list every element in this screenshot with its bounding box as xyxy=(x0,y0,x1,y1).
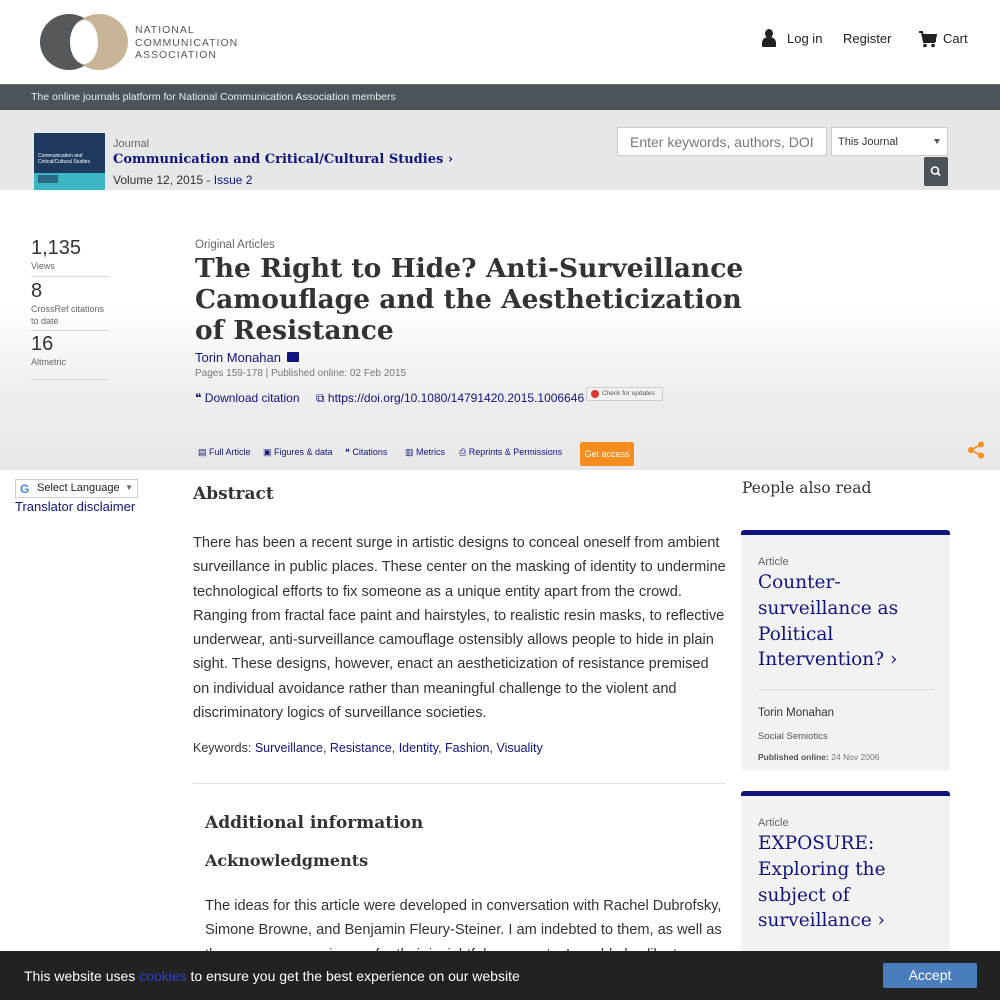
platform-strip xyxy=(0,84,1000,110)
card-title-link[interactable]: EXPOSURE: Exploring the subject of surveillance › xyxy=(758,833,886,932)
get-access-button[interactable]: Get access xyxy=(580,442,634,466)
download-citation-link[interactable]: ❝ Download citation xyxy=(195,391,300,405)
external-link-icon: ⧉ xyxy=(316,391,328,405)
keywords: Keywords: Surveillance, Resistance, Identity, Fashion, Visuality xyxy=(193,741,543,755)
journal-issue: Volume 12, 2015 - Issue 2 xyxy=(113,173,253,187)
abstract-text: There has been a recent surge in artistic designs to conceal oneself from ambient surveillance in public places. These center on the masking of identity to undermine technological efforts to fix someone as a unique entity apart from the crowd. Ranging from fractal face paint and hairstyles, to realistic resin masks, to reflective underwear, anti-surveillance camouflage ostensibly allows people to hide in plain sight. These designs, however, enact an aestheticization of resistance premised on individual avoidance rather than meaningful challenge to the violent and discriminatory logics of surveillance societies. xyxy=(193,535,726,722)
logo-line-1: NATIONAL xyxy=(135,24,195,36)
tab-citations[interactable]: ❝ Citations xyxy=(345,447,388,457)
quote-icon: ❝ xyxy=(345,447,353,457)
tab-figures-data[interactable]: ▣ Figures & data xyxy=(263,447,333,457)
card-published: Published online: 24 Nov 2006 xyxy=(758,752,880,762)
card-divider xyxy=(758,689,934,690)
divider xyxy=(193,783,726,784)
card-kind: Article xyxy=(758,817,789,829)
abstract-heading: Abstract xyxy=(193,484,274,504)
logo-text xyxy=(135,24,238,62)
metric-label: CrossRef citations to date xyxy=(31,304,105,326)
translator-disclaimer-link[interactable]: Translator disclaimer xyxy=(15,499,136,514)
acknowledgments-text: The ideas for this article were developed in conversation with Rachel Dubrofsky, Simone Browne, and Benjamin Fleury-Steiner. I am indebted to them, as well as xyxy=(205,898,722,939)
metric-value: 8 xyxy=(31,280,43,302)
card-kind: Article xyxy=(758,556,789,568)
card-title-link[interactable]: Counter-surveillance as Political Intervention? › xyxy=(758,572,899,671)
site-header xyxy=(0,0,1000,84)
keyword-link[interactable]: Fashion xyxy=(445,741,490,755)
metric-label: Altmetric xyxy=(31,357,67,367)
share-icon[interactable] xyxy=(967,441,985,459)
print-icon: ⎙ xyxy=(459,447,469,457)
user-icon[interactable] xyxy=(761,29,777,47)
people-also-read-heading: People also read xyxy=(742,479,872,497)
register-link[interactable]: Register xyxy=(843,31,892,46)
journal-cover-image[interactable] xyxy=(34,133,105,190)
metric-views xyxy=(31,237,109,277)
tab-reprints[interactable]: ⎙ Reprints & Permissions xyxy=(459,447,563,457)
cookie-banner xyxy=(0,951,1000,1000)
quote-icon: ❝ xyxy=(195,391,205,405)
logo-line-2: COMMUNICATION xyxy=(135,36,239,49)
keyword-link[interactable]: Surveillance xyxy=(254,741,323,755)
acknowledgments-heading: Acknowledgments xyxy=(205,851,369,870)
tab-metrics[interactable]: ▥ Metrics xyxy=(405,447,446,457)
issue-link[interactable]: Issue 2 xyxy=(213,173,253,187)
chevron-right-icon: › xyxy=(877,910,885,932)
doi-link[interactable]: ⧉ https://doi.org/10.1080/14791420.2015.1006646 xyxy=(316,391,585,405)
pages-published: Pages 159-178 | Published online: 02 Feb 2015 xyxy=(195,368,407,379)
chevron-right-icon: › xyxy=(447,152,454,167)
bar-chart-icon: ▥ xyxy=(405,447,417,457)
metric-crossref[interactable] xyxy=(31,280,109,331)
language-select[interactable]: G Select Language ▼ xyxy=(15,479,138,498)
keyword-link[interactable]: Resistance xyxy=(329,741,392,755)
search-scope-select[interactable]: This Journal xyxy=(831,127,948,156)
document-icon: ▤ xyxy=(198,447,210,457)
login-link[interactable]: Log in xyxy=(787,31,823,46)
related-article-card[interactable] xyxy=(741,791,950,951)
logo-overlap xyxy=(70,20,98,64)
journal-title-link[interactable]: Communication and Critical/Cultural Studies › xyxy=(113,152,454,167)
additional-info-heading: Additional information xyxy=(205,813,424,833)
platform-strip-text: The online journals platform for National Communication Association members xyxy=(31,91,396,103)
cart-link[interactable]: Cart xyxy=(943,31,968,46)
metric-value: 1,135 xyxy=(31,237,82,259)
crossmark-icon xyxy=(591,390,599,398)
google-icon: G xyxy=(20,482,30,496)
journal-kicker: Journal xyxy=(113,138,150,150)
logo-line-3: ASSOCIATION xyxy=(135,49,217,61)
metric-label: Views xyxy=(31,261,55,271)
related-article-card[interactable] xyxy=(741,530,950,770)
cookies-link[interactable]: cookies xyxy=(139,968,187,984)
author-link[interactable]: Torin Monahan xyxy=(195,350,281,365)
envelope-icon[interactable] xyxy=(287,352,299,362)
metric-altmetric[interactable] xyxy=(31,333,109,380)
check-for-updates-button[interactable]: Check for updates xyxy=(586,387,663,401)
dropdown-arrow-icon xyxy=(934,139,940,144)
keyword-link[interactable]: Visuality xyxy=(496,741,543,755)
keyword-link[interactable]: Identity xyxy=(398,741,439,755)
cover-title: Communication and Critical/Cultural Studies xyxy=(38,153,90,165)
article-type: Original Articles xyxy=(195,239,275,251)
card-journal: Social Semiotics xyxy=(758,731,828,742)
cookie-message: This website uses cookies to ensure you get the best experience on our website xyxy=(24,968,520,984)
card-author: Torin Monahan xyxy=(758,707,835,719)
article-title: The Right to Hide? Anti-Surveillance Camouflage and the Aestheticization of Resistance xyxy=(195,253,744,346)
search-button[interactable] xyxy=(924,157,948,186)
tab-full-article[interactable]: ▤ Full Article xyxy=(198,447,251,457)
nca-logo[interactable] xyxy=(40,14,250,72)
accept-cookies-button[interactable]: Accept xyxy=(883,963,977,988)
search-input[interactable] xyxy=(617,127,827,156)
metric-value: 16 xyxy=(31,333,54,355)
image-icon: ▣ xyxy=(263,447,275,457)
chevron-right-icon: › xyxy=(889,649,898,671)
dropdown-arrow-icon: ▼ xyxy=(125,483,133,492)
cart-icon[interactable] xyxy=(919,31,937,48)
